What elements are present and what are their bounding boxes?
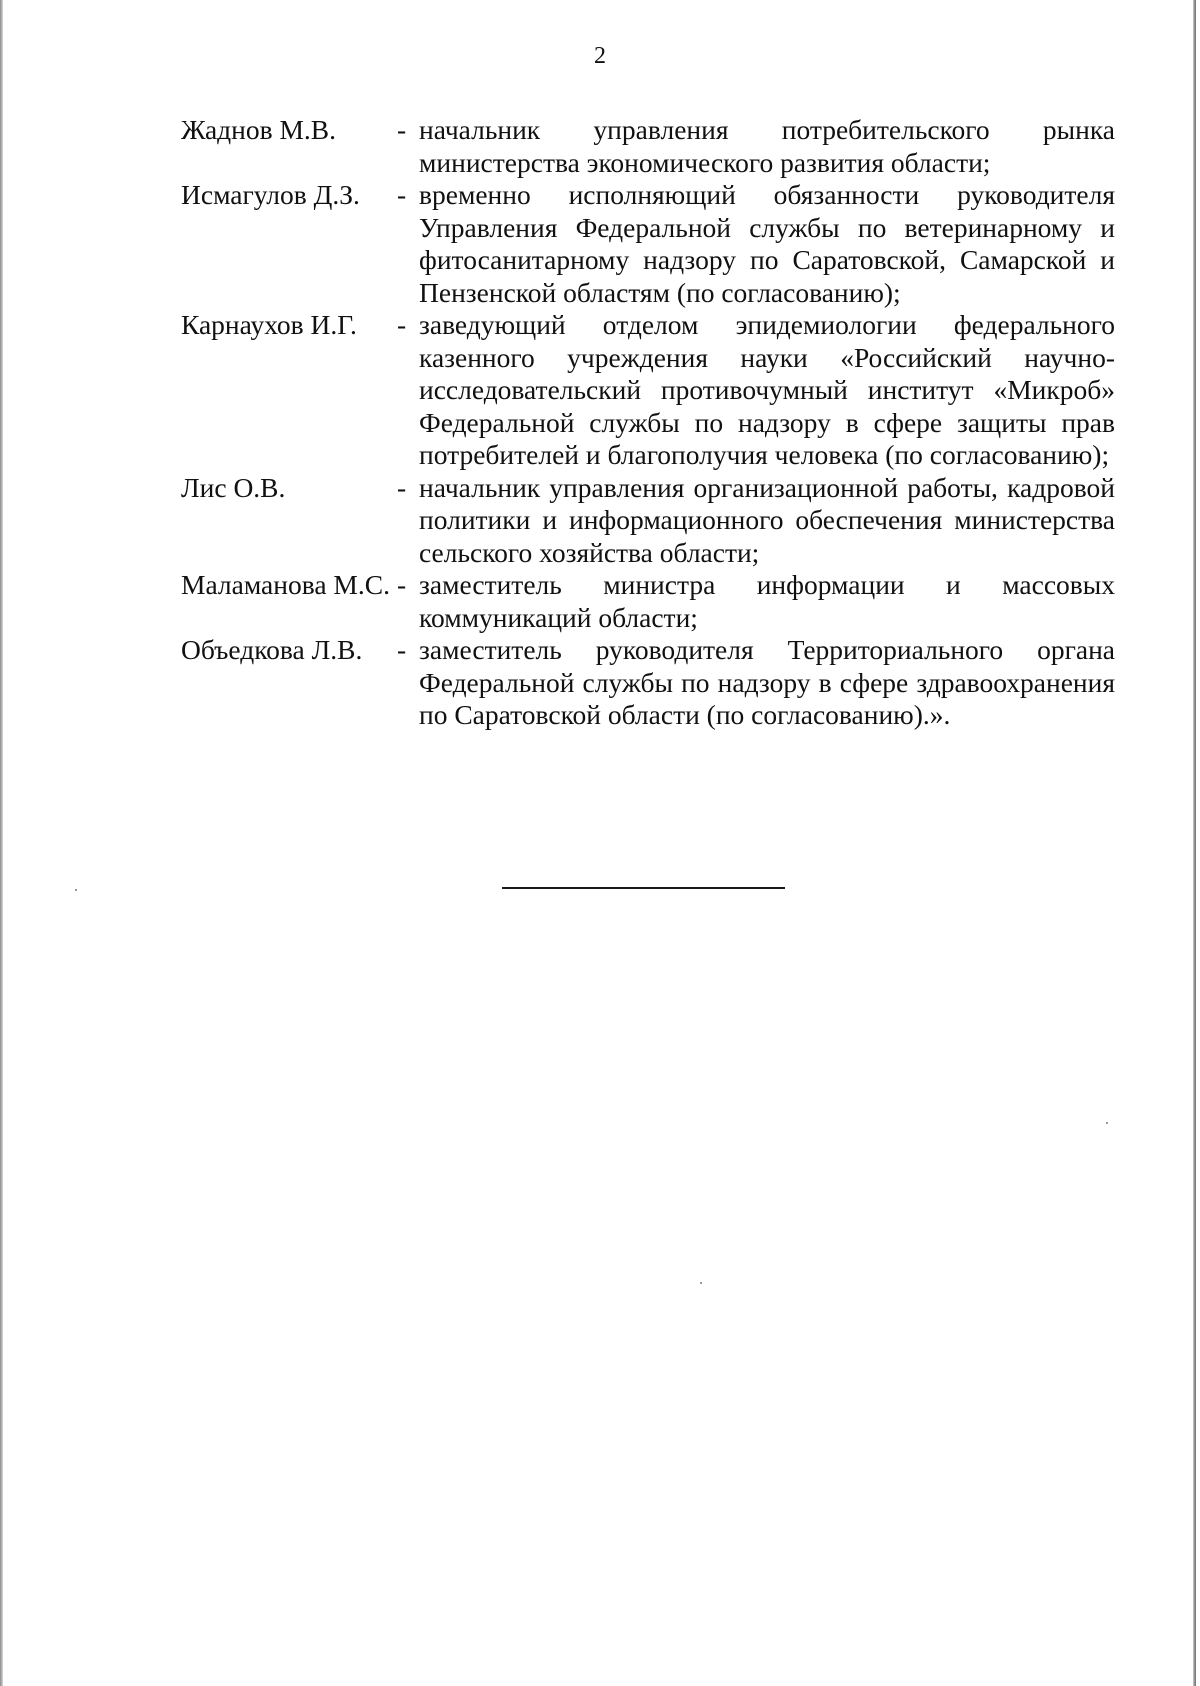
scan-edge-right — [1193, 0, 1196, 1686]
page-number: 2 — [594, 43, 606, 69]
member-dash: - — [397, 471, 407, 503]
member-name: Карнаухов И.Г. — [181, 309, 357, 340]
scan-edge-left — [0, 0, 3, 1686]
scan-speck — [75, 889, 77, 891]
member-list — [181, 114, 1115, 732]
member-entry — [181, 309, 1115, 472]
member-name: Маламанова М.С. — [181, 569, 390, 600]
member-description: заместитель руководителя Территориального органа Федеральной службы по надзору в сфере здравоохранения по Саратовской области (по согласованию).». — [419, 634, 1115, 730]
member-entry — [181, 569, 1115, 634]
member-entry — [181, 114, 1115, 179]
member-dash: - — [397, 179, 407, 210]
scan-speck — [700, 1282, 702, 1284]
member-dash: - — [397, 309, 407, 340]
member-entry — [181, 634, 1115, 732]
member-name: Жаднов М.В. — [181, 114, 337, 145]
closing-divider-line — [502, 887, 785, 889]
member-name: Объедкова Л.В. — [181, 634, 363, 665]
member-entry — [181, 179, 1115, 309]
member-description: заведующий отделом эпидемиологии федерального казенного учреждения науки «Российский научно-исследовательский противочумный институт «Микроб» Федеральной службы по надзору в сфере защиты прав потребителей и благополучия человека (по согласованию); — [419, 309, 1115, 470]
member-description: временно исполняющий обязанности руководителя Управления Федеральной службы по ветеринарному и фитосанитарному надзору по Саратовской, Самарской и Пензенской областям (по согласованию); — [419, 179, 1115, 308]
member-entry — [181, 472, 1115, 570]
member-dash: - — [397, 634, 407, 665]
member-dash: - — [397, 114, 407, 145]
member-description: начальник управления потребительского рынка министерства экономического развития области; — [419, 114, 1115, 178]
member-description: заместитель министра информации и массовых коммуникаций области; — [419, 569, 1115, 633]
member-name: Лис О.В. — [181, 471, 286, 503]
member-name: Исмагулов Д.З. — [181, 179, 360, 210]
member-dash: - — [397, 569, 407, 600]
scan-speck — [1106, 1122, 1108, 1124]
member-description: начальник управления организационной работы, кадровой политики и информационного обеспечения министерства сельского хозяйства области; — [419, 471, 1115, 568]
